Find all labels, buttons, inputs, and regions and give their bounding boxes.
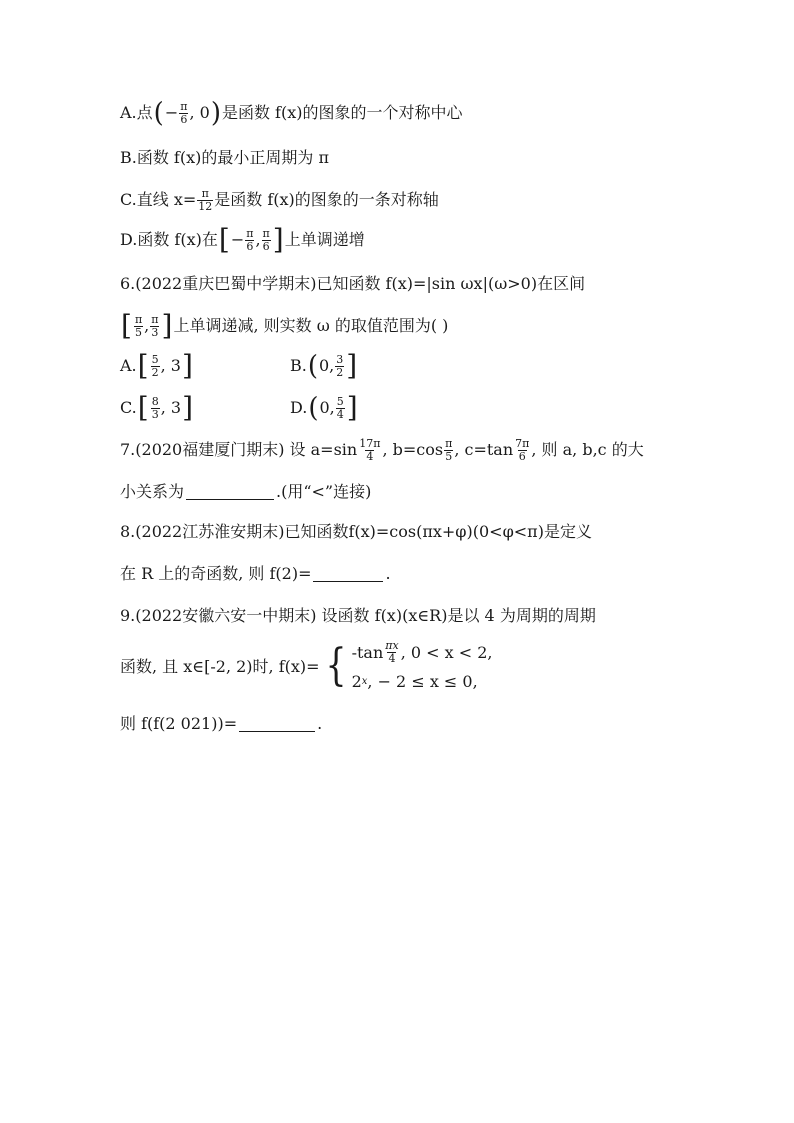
question-6-line-1	[120, 276, 585, 292]
question-6-line-2	[120, 309, 449, 342]
question-7-line-2	[120, 484, 371, 500]
numerator: 8	[151, 394, 159, 408]
option-value: , 3	[160, 398, 182, 417]
option-value: 0,	[319, 356, 335, 375]
question-9-line-3	[120, 716, 322, 732]
option-c-prefix: C.直线 x=	[120, 190, 197, 210]
question-9-line-1	[120, 608, 596, 624]
right-bracket: ]	[161, 309, 173, 342]
question-8-line-1	[120, 524, 592, 540]
question-6-option-c	[120, 391, 194, 424]
option-d-prefix: D.函数 f(x)在	[120, 230, 218, 249]
fraction	[358, 438, 381, 462]
question-8-text: 8.(2022江苏淮安期末)已知函数f(x)=cos(πx+φ)(0<φ<π)是定义	[120, 522, 592, 541]
fraction	[336, 396, 345, 420]
case-2-exponent: x	[361, 676, 368, 688]
piecewise-cases	[352, 640, 493, 691]
numerator: 7π	[515, 437, 530, 450]
point-y: , 0	[189, 103, 210, 122]
numerator: 17π	[359, 437, 381, 450]
fraction	[151, 354, 160, 378]
option-c	[120, 188, 439, 212]
right-paren: )	[210, 97, 221, 129]
case-2-base: 2	[351, 672, 362, 692]
question-7-text-end: , 则 a, b,c 的大	[531, 440, 644, 460]
right-bracket: ]	[272, 223, 284, 256]
case-1-expr: -tan	[351, 642, 384, 662]
question-7-text-2: 小关系为	[120, 482, 185, 501]
option-c-text: 是函数 f(x)的图象的一条对称轴	[214, 190, 439, 210]
left-paren: (	[307, 350, 318, 382]
option-d	[120, 223, 365, 256]
question-7-b: , b=cos	[382, 440, 444, 460]
denominator: 4	[366, 449, 374, 463]
piecewise-definition	[120, 640, 492, 691]
fraction	[151, 396, 160, 420]
denominator: 5	[445, 449, 453, 463]
option-b-text: B.函数 f(x)的最小正周期为 π	[120, 148, 329, 167]
left-bracket: [	[137, 349, 149, 382]
left-paren: (	[308, 392, 319, 424]
question-6-option-a	[120, 349, 194, 382]
case-1-condition: , 0 < x < 2,	[400, 642, 493, 662]
question-9-text-3: 则 f(f(2 021))=	[120, 714, 238, 733]
left-bracket: [	[137, 391, 149, 424]
comma: ,	[255, 230, 261, 249]
numerator: π	[246, 226, 254, 240]
denominator: 2	[151, 365, 159, 379]
denominator: 6	[518, 449, 526, 463]
numerator: π	[134, 312, 143, 326]
fraction	[384, 640, 399, 664]
option-d-text: 上单调递增	[284, 230, 365, 249]
option-b	[120, 150, 329, 166]
left-bracket: [	[121, 309, 132, 342]
denominator: 12	[198, 199, 213, 213]
denominator: 3	[151, 325, 159, 339]
option-value: , 3	[160, 356, 181, 375]
comma: ,	[144, 316, 150, 335]
numerator: π	[151, 312, 159, 326]
question-8-text-2: 在 R 上的奇函数, 则 f(2)=	[120, 564, 312, 583]
numerator: 3	[336, 352, 344, 366]
question-9-text: 9.(2022安徽六安一中期末) 设函数 f(x)(x∈R)是以 4 为周期的周期	[120, 606, 596, 625]
numerator: π	[180, 99, 188, 113]
denominator: 3	[151, 407, 159, 421]
option-label: D.	[290, 398, 308, 417]
numerator: 5	[151, 352, 159, 366]
question-6-option-d	[290, 391, 359, 424]
answer-blank[interactable]	[239, 717, 315, 732]
right-bracket: ]	[181, 349, 193, 382]
denominator: 6	[180, 112, 188, 126]
fraction	[150, 314, 159, 338]
fraction	[262, 228, 271, 252]
numerator: πx	[385, 639, 399, 652]
option-value: 0,	[319, 398, 335, 417]
answer-blank[interactable]	[313, 567, 383, 582]
denominator: 5	[135, 325, 143, 339]
case-1	[352, 640, 493, 664]
left-brace: {	[325, 639, 347, 691]
question-9-text-4: .	[317, 714, 323, 733]
question-6-text: 6.(2022重庆巴蜀中学期末)已知函数 f(x)=|sin ωx|(ω>0)在区间	[120, 274, 586, 293]
left-bracket: [	[218, 223, 230, 256]
denominator: 6	[246, 239, 254, 253]
option-a	[120, 97, 463, 129]
fraction	[134, 314, 143, 338]
question-7-line-1	[120, 438, 644, 462]
fraction	[514, 438, 530, 462]
case-2-condition: , − 2 ≤ x ≤ 0,	[367, 672, 478, 692]
question-6-option-b	[290, 349, 358, 382]
numerator: π	[262, 226, 270, 240]
option-label: C.	[120, 398, 137, 417]
question-8-text-3: .	[385, 564, 391, 583]
left-paren: (	[153, 97, 164, 129]
fraction	[179, 101, 188, 125]
option-a-text: 是函数 f(x)的图象的一个对称中心	[221, 103, 463, 122]
right-bracket: ]	[182, 391, 193, 424]
question-8-line-2	[120, 566, 391, 582]
case-2	[352, 672, 493, 691]
fraction	[444, 438, 453, 462]
denominator: 4	[336, 407, 344, 421]
question-7-c: , c=tan	[454, 440, 514, 460]
minus-sign: −	[164, 103, 179, 122]
minus-sign: −	[230, 230, 245, 249]
fraction	[197, 188, 213, 212]
question-7-text: 7.(2020福建厦门期末) 设 a=sin	[120, 440, 358, 460]
right-bracket: ]	[346, 391, 358, 424]
answer-blank[interactable]	[186, 485, 274, 500]
fraction	[335, 354, 344, 378]
numerator: π	[445, 437, 453, 450]
denominator: 4	[388, 651, 396, 665]
numerator: 5	[336, 394, 344, 408]
option-label: A.	[120, 356, 137, 375]
question-9-text-2: 函数, 且 x∈[-2, 2)时, f(x)=	[120, 657, 320, 677]
numerator: π	[201, 187, 209, 200]
denominator: 6	[262, 239, 270, 253]
question-7-text-3: .(用“<”连接)	[276, 482, 372, 501]
denominator: 2	[336, 365, 344, 379]
right-bracket: ]	[346, 349, 358, 382]
option-a-prefix: A.点	[120, 103, 153, 122]
question-6-text-2: 上单调递减, 则实数 ω 的取值范围为( )	[173, 316, 449, 335]
fraction	[245, 228, 254, 252]
option-label: B.	[290, 356, 307, 375]
